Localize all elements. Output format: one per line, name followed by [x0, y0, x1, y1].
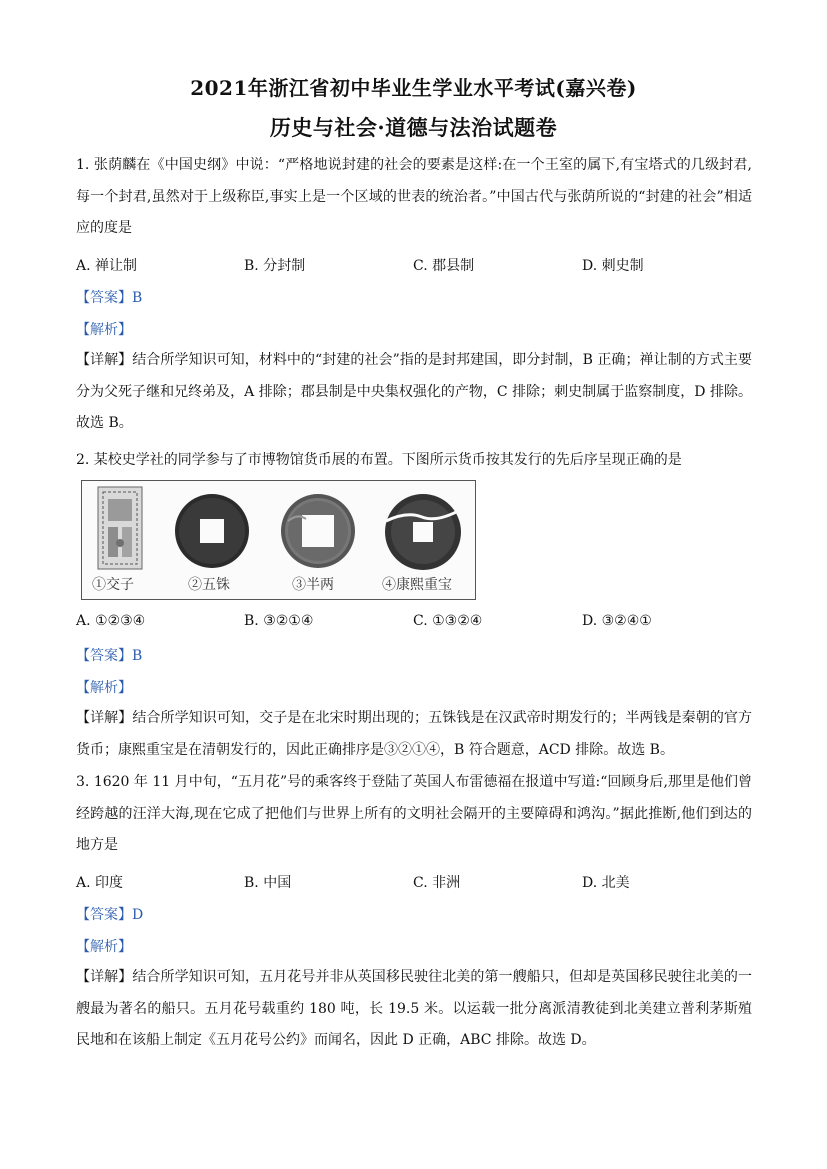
q1-analysis-label: 【解析】: [76, 322, 132, 338]
q3-analysis-label: 【解析】: [76, 939, 132, 955]
q3-stem: 3. 1620 年 11 月中旬，“五月花”号的乘客终于登陆了英国人布雷德福在报道中写道:“回顾身后,那里是他们曾经跨越的汪洋大海,现在它成了把他们与世界上所有的文明社会隔开的主要障碍和鸿沟。”据此推断,他们到达的地方是: [76, 774, 752, 853]
q2-detail: 【详解】结合所学知识可知，交子是在北宋时期出现的；五铢钱是在汉武帝时期发行的；半两钱是秦朝的官方货币；康熙重宝是在清朝发行的，因此正确排序是③②①④，B 符合题意，ACD 排除。故选 B。: [76, 710, 752, 758]
wuzhu-coin-image: [172, 491, 252, 571]
caption-jiaozi: ①交子: [92, 577, 134, 593]
q2-option-a: A. ①②③④: [76, 613, 146, 629]
q3-option-b: B. 中国: [244, 875, 292, 891]
q2-answer: 【答案】B: [76, 648, 143, 664]
q1-detail: 【详解】结合所学知识可知，材料中的“封建的社会”指的是封邦建国，即分封制，B 正确；禅让制的方式主要分为父死子继和兄终弟及，A 排除；郡县制是中央集权强化的产物，C 排除；刺史制属于监察制度，D 排除。故选 B。: [76, 352, 752, 431]
q2-option-d: D. ③②④①: [582, 613, 652, 629]
caption-banliang: ③半两: [292, 577, 334, 593]
q2-options: [76, 613, 752, 637]
q3-option-c: C. 非洲: [413, 875, 461, 891]
q3-detail: 【详解】结合所学知识可知，五月花号并非从英国移民驶往北美的第一艘船只，但却是英国移民驶往北美的一艘最为著名的船只。五月花号载重约 180 吨，长 19.5 米。以运载一批分离派清教徒到北美建立普利茅斯殖民地和在该船上制定《五月花号公约》而闻名，因此 D 正确，ABC 排除。故选 D。: [76, 969, 752, 1048]
q3-options: [76, 872, 752, 896]
kangxi-coin-image: [382, 491, 464, 573]
caption-kangxi: ④康熙重宝: [382, 577, 452, 593]
q1-option-a: A. 禅让制: [76, 258, 138, 274]
exam-subtitle: 历史与社会·道德与法治试题卷: [269, 115, 558, 140]
jiaozi-note-image: [96, 485, 144, 571]
q1-option-c: C. 郡县制: [413, 258, 475, 274]
q2-analysis-label: 【解析】: [76, 680, 132, 696]
exam-title: 2021年浙江省初中毕业生学业水平考试(嘉兴卷): [190, 76, 637, 100]
currency-figure: [81, 480, 476, 600]
caption-wuzhu: ②五铢: [188, 577, 230, 593]
q1-answer: 【答案】B: [76, 290, 143, 306]
q2-option-c: C. ①③②④: [413, 613, 483, 629]
q3-answer: 【答案】D: [76, 907, 144, 923]
q1-option-d: D. 刺史制: [582, 258, 644, 274]
q3-option-a: A. 印度: [76, 875, 124, 891]
q1-stem: 1. 张荫麟在《中国史纲》中说：“严格地说封建的社会的要素是这样:在一个王室的属下,有宝塔式的几级封君,每一个封君,虽然对于上级称臣,事实上是一个区域的世表的统治者。”中国古代与张荫所说的“封建的社会”相适应的度是: [76, 157, 752, 236]
q3-option-d: D. 北美: [582, 875, 630, 891]
q2-option-b: B. ③②①④: [244, 613, 314, 629]
q2-stem: 2. 某校史学社的同学参与了市博物馆货币展的布置。下图所示货币按其发行的先后序呈现正确的是: [76, 452, 682, 468]
q1-option-b: B. 分封制: [244, 258, 306, 274]
banliang-coin-image: [278, 491, 358, 571]
q1-options: [76, 255, 752, 279]
